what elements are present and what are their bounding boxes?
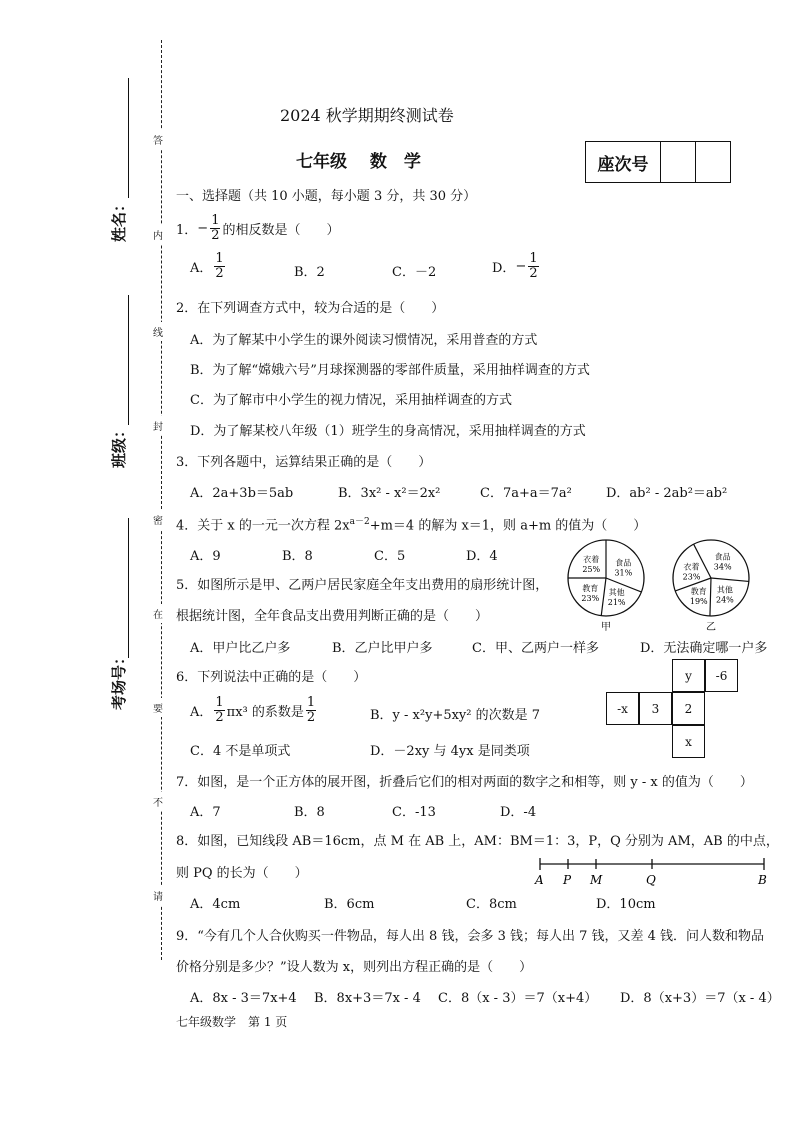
pie-slice-label: 食品 [714, 552, 731, 562]
pie-title: 甲 [601, 622, 611, 633]
question-8-stem-cont: 则 PQ 的长为（ ） [176, 866, 308, 881]
q8-option-b[interactable]: B．6cm [324, 897, 375, 912]
question-6-stem: 6．下列说法中正确的是（ ） [176, 670, 367, 685]
seat-label: 座次号 [586, 142, 661, 182]
q5-option-a[interactable]: A．甲户比乙户多 [190, 641, 291, 656]
pie-slice-value: 23% [581, 593, 600, 603]
seal-char: 要 [153, 698, 163, 717]
q6-option-d[interactable]: D．－2xy 与 4yx 是同类项 [370, 744, 530, 759]
name-write-line[interactable] [128, 78, 129, 198]
q3-option-d[interactable]: D．ab² - 2ab²＝ab² [606, 486, 728, 501]
class-write-line[interactable] [128, 295, 129, 425]
point-label: M [590, 873, 603, 887]
cube-face: x [672, 725, 705, 758]
q7-option-a[interactable]: A．7 [190, 805, 221, 820]
point-label: B [758, 873, 767, 887]
cube-face: 3 [639, 692, 672, 725]
seal-char: 不 [153, 792, 163, 811]
seal-char: 在 [153, 604, 163, 623]
seal-dashed-line [161, 40, 162, 960]
seat-cell[interactable] [696, 142, 730, 182]
q4-option-c[interactable]: C．5 [374, 549, 406, 564]
q2-option-a[interactable]: A．为了解某中小学生的课外阅读习惯情况，采用普查的方式 [190, 333, 538, 348]
q2-option-c[interactable]: C．为了解市中小学生的视力情况，采用抽样调查的方式 [190, 393, 512, 408]
q8-option-a[interactable]: A．4cm [190, 897, 241, 912]
point-label: A [535, 873, 544, 887]
exam-no-label: 考场号： [110, 649, 128, 710]
q1-option-d[interactable]: D． − $\frac{1}{2}$ [492, 251, 538, 281]
q3-option-b[interactable]: B．3x² - x²＝2x² [338, 486, 441, 501]
pie-slice-value: 24% [715, 595, 734, 605]
pie-slice-label: 其他 [608, 587, 625, 597]
q3-option-c[interactable]: C．7a+a＝7a² [480, 486, 572, 501]
cube-face: 2 [672, 692, 705, 725]
cube-face: -x [606, 692, 639, 725]
pie-title: 乙 [706, 622, 716, 633]
pie-slice-label: 食品 [615, 558, 632, 568]
seat-cell[interactable] [661, 142, 696, 182]
seal-char: 答 [153, 130, 163, 149]
pie-slice-value: 19% [689, 596, 708, 606]
q9-option-b[interactable]: B．8x+3＝7x - 4 [314, 991, 421, 1006]
cube-face: -6 [705, 659, 738, 692]
pie-slice-label: 衣着 [583, 555, 600, 565]
page-subtitle: 七年级 数 学 [296, 152, 421, 172]
seat-number-box [585, 141, 731, 183]
pie-slice-value: 25% [582, 565, 601, 575]
pie-slice-label: 教育 [582, 583, 599, 593]
q4-option-d[interactable]: D．4 [466, 549, 498, 564]
exam-no-write-line[interactable] [128, 518, 129, 658]
q5-option-d[interactable]: D．无法确定哪一户多 [640, 641, 768, 656]
pie-slice-label: 其他 [716, 585, 733, 595]
page-title: 2024 秋学期期终测试卷 [280, 106, 454, 125]
pie-slice-value: 34% [713, 562, 732, 572]
question-9-stem-cont: 价格分别是多少？”设人数为 x，则列出方程正确的是（ ） [176, 960, 533, 975]
pie-charts [566, 532, 776, 637]
q6-option-c[interactable]: C．4 不是单项式 [190, 744, 291, 759]
pie-slice-value: 23% [682, 572, 701, 582]
q9-option-d[interactable]: D．8（x+3）＝7（x - 4） [620, 991, 780, 1006]
question-9-stem: 9．“今有几个人合伙购买一件物品，每人出 8 钱，会多 3 钱；每人出 7 钱，又差 4 钱．问人数和物品 [176, 929, 765, 944]
question-4-stem: 4．关于 x 的一元一次方程 $2x^{a-2}+m=4$ 的解为 x＝1，则 a+m 的值为（ ） [176, 517, 647, 534]
q3-option-a[interactable]: A．2a+3b＝5ab [190, 486, 294, 501]
cube-face: y [672, 659, 705, 692]
point-label: Q [646, 873, 656, 887]
q2-option-b[interactable]: B．为了解“嫦娥六号”月球探测器的零部件质量，采用抽样调查的方式 [190, 363, 590, 378]
q6-option-b[interactable]: B．y - x²y+5xy² 的次数是 7 [370, 708, 541, 723]
segment-figure [530, 852, 775, 888]
pie-slice-label: 教育 [690, 586, 707, 596]
q5-option-c[interactable]: C．甲、乙两户一样多 [472, 641, 599, 656]
question-2-stem: 2．在下列调查方式中，较为合适的是（ ） [176, 301, 445, 316]
seal-char: 线 [153, 322, 163, 341]
question-7-stem: 7．如图，是一个正方体的展开图，折叠后它们的相对两面的数字之和相等，则 y - x 的值为（ ） [176, 775, 753, 790]
q2-option-d[interactable]: D．为了解某校八年级（1）班学生的身高情况，采用抽样调查的方式 [190, 424, 586, 439]
seal-char: 密 [153, 510, 163, 529]
q6-option-a[interactable]: A． $\frac{1}{2}$ πx³ 的系数是 $\frac{1}{2}$ [190, 695, 316, 725]
page-footer: 七年级数学 第 1 页 [176, 1015, 288, 1029]
point-label: P [563, 873, 572, 887]
pie-slice-value: 21% [607, 597, 626, 607]
q5-option-b[interactable]: B．乙户比甲户多 [332, 641, 433, 656]
name-label: 姓名： [110, 196, 128, 242]
q4-option-a[interactable]: A．9 [190, 549, 221, 564]
class-label: 班级： [110, 422, 128, 468]
pie-slice-value: 31% [614, 568, 633, 578]
question-5-stem: 5．如图所示是甲、乙两户居民家庭全年支出费用的扇形统计图， [176, 578, 549, 593]
q9-option-a[interactable]: A．8x - 3＝7x+4 [190, 991, 297, 1006]
q1-option-a[interactable]: A． $\frac{1}{2}$ [190, 251, 224, 281]
q7-option-d[interactable]: D．-4 [500, 805, 537, 820]
seal-char: 封 [153, 416, 163, 435]
pie-slice-label: 衣着 [683, 562, 700, 572]
question-5-stem-cont: 根据统计图，全年食品支出费用判断正确的是（ ） [176, 609, 489, 624]
q7-option-c[interactable]: C．-13 [392, 805, 436, 820]
q8-option-c[interactable]: C．8cm [466, 897, 517, 912]
q1-option-c[interactable]: C．－2 [392, 265, 437, 280]
question-8-stem: 8．如图，已知线段 AB＝16cm，点 M 在 AB 上，AM：BM＝1：3，P，Q 分别为 AM，AB 的中点， [176, 834, 779, 849]
q1-option-b[interactable]: B．2 [294, 265, 325, 280]
q8-option-d[interactable]: D．10cm [596, 897, 656, 912]
seal-char: 内 [153, 225, 163, 244]
q4-option-b[interactable]: B．8 [282, 549, 313, 564]
seal-char: 请 [153, 886, 163, 905]
q9-option-c[interactable]: C．8（x - 3）＝7（x+4） [438, 991, 598, 1006]
section-heading: 一、选择题（共 10 小题，每小题 3 分，共 30 分） [176, 189, 477, 204]
question-3-stem: 3．下列各题中，运算结果正确的是（ ） [176, 455, 432, 470]
q7-option-b[interactable]: B．8 [294, 805, 325, 820]
question-1-stem: 1． − $\frac{1}{2}$ 的相反数是（ ） [176, 213, 340, 243]
